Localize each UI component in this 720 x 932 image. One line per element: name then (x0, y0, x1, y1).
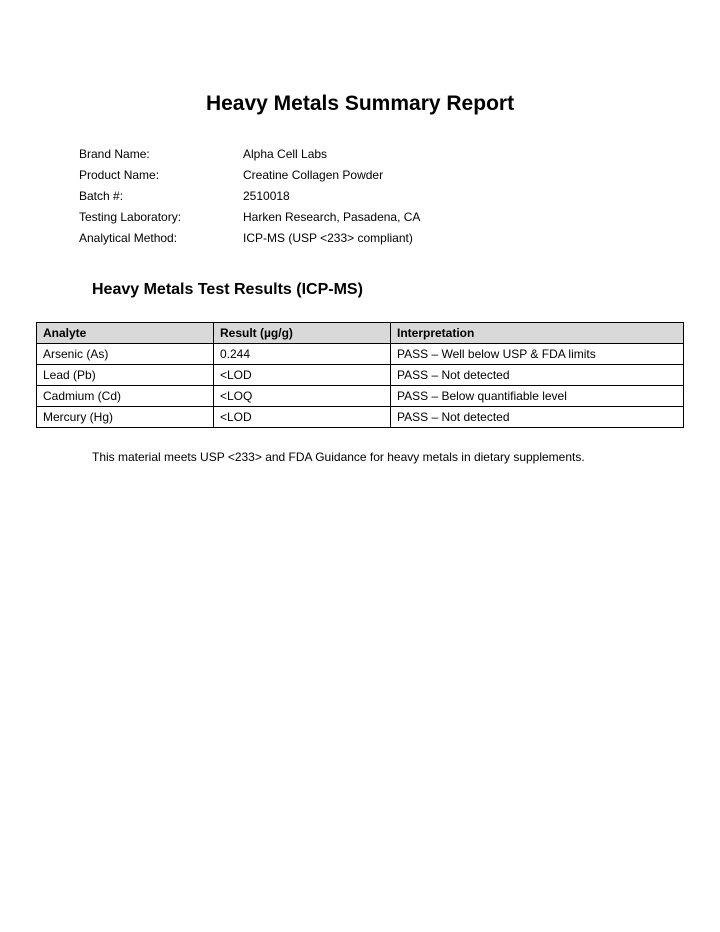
info-row (79, 207, 420, 228)
column-header-result: Result (µg/g) (214, 323, 391, 344)
analyte-cell: Cadmium (Cd) (37, 386, 214, 407)
analyte-cell: Arsenic (As) (37, 344, 214, 365)
info-row (79, 228, 420, 249)
column-header-analyte: Analyte (37, 323, 214, 344)
analyte-cell: Mercury (Hg) (37, 407, 214, 428)
info-value: 2510018 (243, 188, 290, 203)
interpretation-cell: PASS – Not detected (391, 407, 684, 428)
product-info (79, 143, 420, 249)
result-cell: <LOD (214, 407, 391, 428)
info-value: Creatine Collagen Powder (243, 167, 384, 182)
column-header-interpretation: Interpretation (391, 323, 684, 344)
info-row (79, 185, 420, 206)
table-row (37, 365, 684, 386)
compliance-note: This material meets USP <233> and FDA Guidance for heavy metals in dietary supplements. (92, 450, 585, 464)
info-value: Alpha Cell Labs (243, 146, 328, 161)
result-cell: <LOD (214, 365, 391, 386)
table-row (37, 407, 684, 428)
info-label: Brand Name: (79, 146, 150, 161)
table-header-row (37, 323, 684, 344)
interpretation-cell: PASS – Well below USP & FDA limits (391, 344, 684, 365)
info-row (79, 143, 420, 164)
info-label: Testing Laboratory: (79, 210, 182, 225)
info-value: Harken Research, Pasadena, CA (243, 210, 421, 225)
info-label: Analytical Method: (79, 231, 178, 246)
table-row (37, 386, 684, 407)
report-title: Heavy Metals Summary Report (205, 92, 515, 115)
interpretation-cell: PASS – Not detected (391, 365, 684, 386)
analyte-cell: Lead (Pb) (37, 365, 214, 386)
info-label: Batch #: (79, 188, 124, 203)
result-cell: <LOQ (214, 386, 391, 407)
results-table (36, 322, 684, 428)
info-row (79, 164, 420, 185)
result-cell: 0.244 (214, 344, 391, 365)
results-heading: Heavy Metals Test Results (ICP-MS) (92, 281, 363, 298)
table-row (37, 344, 684, 365)
info-value: ICP-MS (USP <233> compliant) (243, 231, 413, 246)
info-label: Product Name: (79, 167, 160, 182)
interpretation-cell: PASS – Below quantifiable level (391, 386, 684, 407)
